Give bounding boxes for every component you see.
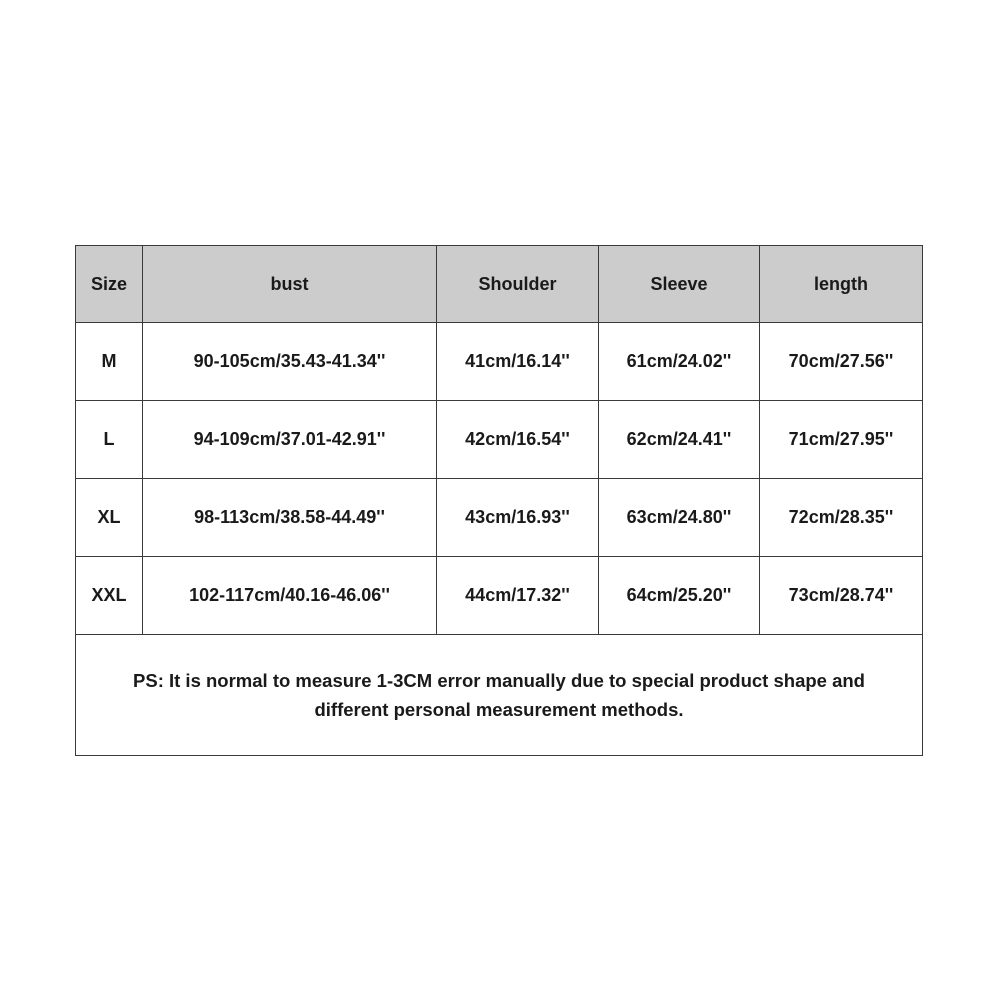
size-cell: XL [76,479,143,557]
measurement-note-line-1: PS: It is normal to measure 1-3CM error manually due to special product shape and [133,670,865,691]
length-cell: 70cm/27.56'' [760,323,923,401]
sleeve-cell: 64cm/25.20'' [599,557,760,635]
shoulder-cell: 43cm/16.93'' [437,479,599,557]
shoulder-cell: 41cm/16.14'' [437,323,599,401]
measurement-note-line-2: different personal measurement methods. [314,699,684,720]
measurement-note [76,635,923,756]
column-header-sleeve: Sleeve [599,246,760,323]
size-cell: M [76,323,143,401]
column-header-size: Size [76,246,143,323]
size-chart-table [75,245,923,756]
bust-cell: 98-113cm/38.58-44.49'' [143,479,437,557]
bust-cell: 94-109cm/37.01-42.91'' [143,401,437,479]
shoulder-cell: 44cm/17.32'' [437,557,599,635]
bust-cell: 90-105cm/35.43-41.34'' [143,323,437,401]
length-cell: 72cm/28.35'' [760,479,923,557]
sleeve-cell: 63cm/24.80'' [599,479,760,557]
size-cell: XXL [76,557,143,635]
column-header-bust: bust [143,246,437,323]
column-header-shoulder: Shoulder [437,246,599,323]
table-row [76,401,923,479]
sleeve-cell: 62cm/24.41'' [599,401,760,479]
note-row [76,635,923,756]
table-row [76,479,923,557]
length-cell: 73cm/28.74'' [760,557,923,635]
size-cell: L [76,401,143,479]
column-header-length: length [760,246,923,323]
bust-cell: 102-117cm/40.16-46.06'' [143,557,437,635]
length-cell: 71cm/27.95'' [760,401,923,479]
sleeve-cell: 61cm/24.02'' [599,323,760,401]
table-row [76,323,923,401]
table-header-row [76,246,923,323]
table-row [76,557,923,635]
shoulder-cell: 42cm/16.54'' [437,401,599,479]
